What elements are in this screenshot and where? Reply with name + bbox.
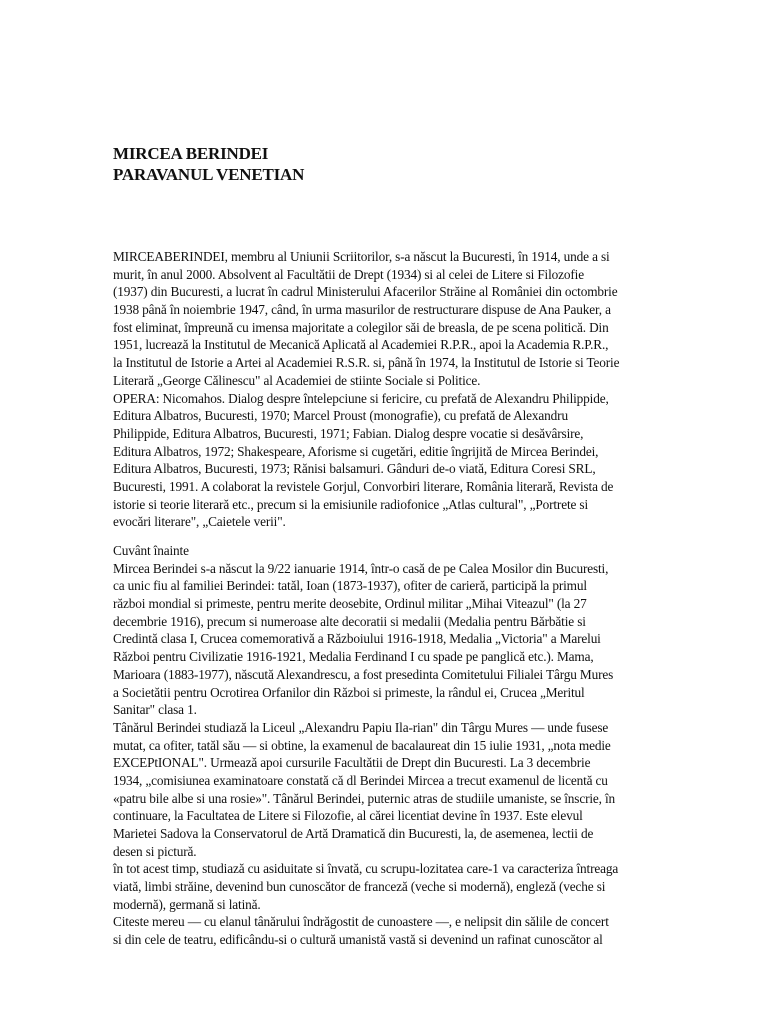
biography-line: Editura Albatros, Bucuresti, 1970; Marcel Proust (monografie), cu prefată de Alexandru [113,408,568,424]
foreword-line: Cuvânt înainte [113,543,189,558]
foreword-line: Credintă clasa I, Crucea comemorativă a Războiului 1916-1918, Medalia „Victoria" a Marelui [113,631,601,647]
document-title [113,143,658,185]
biography-line: Editura Albatros, 1972; Shakespeare, Aforisme si cugetări, editie îngrijită de Mircea Berindei, [113,443,599,459]
foreword-line: modernă), germană si latină. [113,896,261,912]
biography-line: Editura Albatros, Bucuresti, 1973; Rănisi balsamuri. Gânduri de-o viată, Editura Coresi SRL, [113,461,596,477]
foreword-line: Război pentru Civilizatie 1916-1921, Medalia Ferdinand I cu spade pe panglică etc.). Mama, [113,649,594,665]
book-title: PARAVANUL VENETIAN [113,165,305,184]
foreword-line: mutat, ca ofiter, tatăl său — si obtine, la examenul de bacalaureat din 15 iulie 1931, „nota medie [113,737,611,753]
biography-line: Philippide, Editura Albatros, Bucuresti, 1971; Fabian. Dialog despre vocatie si desăvârsire, [113,425,584,441]
foreword-line: ca unic fiu al familiei Berindei: tatăl, Ioan (1873-1937), ofiter de carieră, participă la primul [113,578,587,594]
biography-line: fost eliminat, împreună cu imensa majoritate a colegilor săi de breasla, de pe scena politică. Din [113,319,609,335]
foreword-line: Marietei Sadova la Conservatorul de Artă Dramatică din Bucuresti, la, de asemenea, lectii de [113,826,594,841]
foreword-line: desen si pictură. [113,843,197,859]
biography-line: MIRCEABERINDEI, membru al Uniunii Scriitorilor, s-a născut la Bucuresti, în 1914, unde a si [113,249,610,264]
biography-line: OPERA: Nicomahos. Dialog despre întelepciune si fericire, cu prefată de Alexandru Philippide, [113,390,609,406]
foreword-line: decembrie 1916), precum si numeroase alte decoratii si medalii (Medalia pentru Bărbătie si [113,613,586,629]
foreword-line: Marioara (1883-1977), născută Alexandrescu, a fost presedinta Comitetului Filialei Târgu Mures [113,666,614,682]
foreword-line: viată, limbi străine, devenind bun cunoscător de franceză (veche si modernă), engleză (veche si [113,879,606,895]
author-name: MIRCEA BERINDEI [113,144,269,163]
foreword-line: «patru bile albe si una rosie»". Tânărul Berindei, puternic atras de studiile umaniste, se înscrie, în [113,790,616,806]
biography-line: Bucuresti, 1991. A colaborat la revistele Gorjul, Convorbiri literare, România literară, Revista de [113,478,614,494]
foreword-line: EXCEPtIONAL". Urmează apoi cursurile Facultătii de Drept din Bucuresti. La 3 decembrie [113,755,591,771]
foreword-section [113,542,648,949]
foreword-line: si din cele de teatru, edificându-si o cultură umanistă vastă si devenind un rafinat cunoscător al [113,932,603,948]
biography-line: la Institutul de Istorie a Artei al Academiei R.S.R. si, până în 1974, la Institutul de Istorie si Teorie [113,355,620,371]
biography-line: 1951, lucrează la Institutul de Mecanică Aplicată al Academiei R.P.R., apoi la Academia R.P.R., [113,337,609,353]
foreword-line: Citeste mereu — cu elanul tânărului îndrăgostit de cunoastere —, e nelipsit din sălile de concert [113,914,609,930]
foreword-line: continuare, la Facultatea de Litere si Filozofie, al cărei licentiat devine în 1937. Este elevul [113,808,583,824]
biography-line: (1937) din Bucuresti, a lucrat în cadrul Ministerului Afacerilor Străine al României din octombrie [113,284,618,300]
author-biography [113,248,648,531]
biography-line: 1938 până în noiembrie 1947, când, în urma masurilor de restructurare dispuse de Ana Pauker, a [113,302,611,318]
biography-line: evocări literare", „Caietele verii". [113,514,286,530]
biography-line: istorie si teorie literară etc., precum si la emisiunile radiofonice „Atlas cultural", „Portrete si [113,496,588,512]
foreword-line: 1934, „comisiunea examinatoare constată că dl Berindei Mircea a trecut examenul de licentă cu [113,772,608,788]
biography-line: murit, în anul 2000. Absolvent al Facultătii de Drept (1934) si al celei de Litere si Filozofie [113,266,584,282]
biography-line: Literară „George Călinescu" al Academiei de stiinte Sociale si Politice. [113,372,481,388]
foreword-line: Tânărul Berindei studiază la Liceul „Alexandru Papiu Ila-rian" din Târgu Mures — unde fusese [113,719,609,735]
foreword-line: a Societătii pentru Ocrotirea Orfanilor din Război si primeste, la rândul ei, Crucea „Meritul [113,684,585,700]
foreword-line: Mircea Berindei s-a născut la 9/22 ianuarie 1914, într-o casă de pe Calea Mosilor din Bucuresti, [113,560,609,576]
foreword-line: Sanitar" clasa 1. [113,702,197,718]
foreword-line: război mondial si primeste, pentru merite deosebite, Ordinul militar „Mihai Viteazul" (la 27 [113,596,587,612]
foreword-line: în tot acest timp, studiază cu asiduitate si învată, cu scrupu-lozitatea care-1 va caracteriza întreaga [113,861,619,877]
